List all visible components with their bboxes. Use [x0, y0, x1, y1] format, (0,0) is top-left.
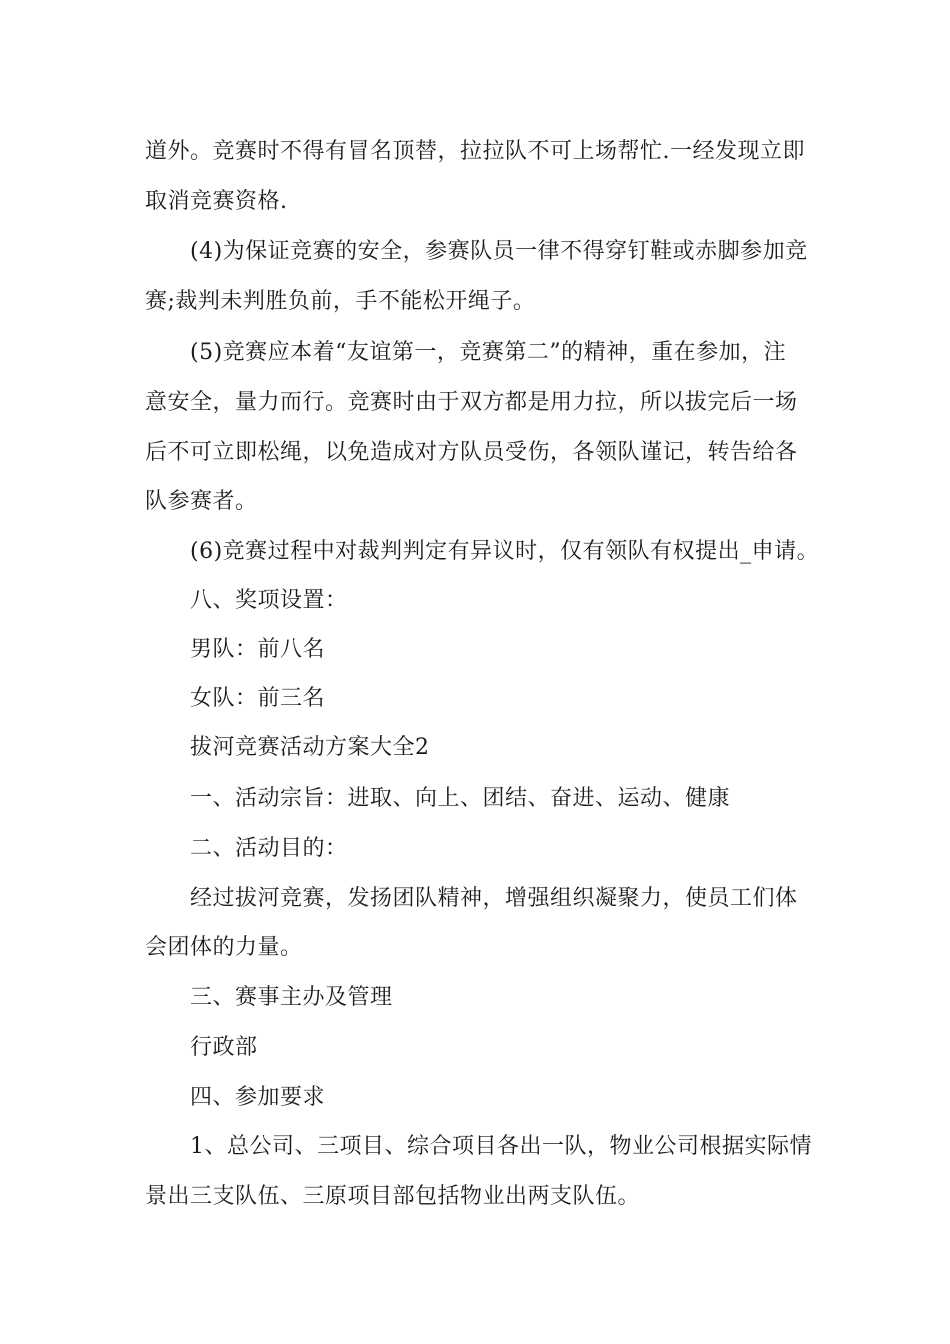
text-line-15: 二、活动目的：	[190, 836, 348, 861]
text-line-5: (5)竞赛应本着“友谊第一，竞赛第二”的精神，重在参加，注	[190, 340, 787, 365]
text-line-14: 一、活动宗旨：进取、向上、团结、奋进、运动、健康	[190, 786, 731, 811]
text-line-4: 赛;裁判未判胜负前，手不能松开绳子。	[145, 289, 536, 314]
text-line-19: 行政部	[190, 1035, 258, 1060]
text-line-13: 拔河竞赛活动方案大全2	[190, 735, 430, 760]
text-line-20: 四、参加要求	[190, 1085, 326, 1110]
text-line-2: 取消竞赛资格.	[145, 189, 288, 214]
text-line-18: 三、赛事主办及管理	[190, 985, 393, 1010]
text-line-16: 经过拔河竞赛，发扬团队精神，增强组织凝聚力，使员工们体	[190, 886, 798, 911]
text-line-11: 男队：前八名	[190, 637, 326, 662]
text-line-10: 八、奖项设置：	[190, 588, 348, 613]
text-line-7: 后不可立即松绳，以免造成对方队员受伤，各领队谨记，转告给各	[145, 440, 798, 465]
text-line-12: 女队：前三名	[190, 686, 326, 711]
text-line-6: 意安全，量力而行。竞赛时由于双方都是用力拉，所以拔完后一场	[145, 390, 798, 415]
text-line-9: (6)竞赛过程中对裁判判定有异议时，仅有领队有权提出_申请。	[190, 539, 820, 564]
text-line-17: 会团体的力量。	[145, 935, 303, 960]
text-line-1: 道外。竞赛时不得有冒名顶替，拉拉队不可上场帮忙.一经发现立即	[145, 139, 805, 164]
text-line-3: (4)为保证竞赛的安全，参赛队员一律不得穿钉鞋或赤脚参加竞	[190, 239, 808, 264]
text-line-21: 1、总公司、三项目、综合项目各出一队，物业公司根据实际情	[190, 1134, 812, 1159]
text-line-22: 景出三支队伍、三原项目部包括物业出两支队伍。	[145, 1184, 641, 1209]
text-line-8: 队参赛者。	[145, 489, 258, 514]
